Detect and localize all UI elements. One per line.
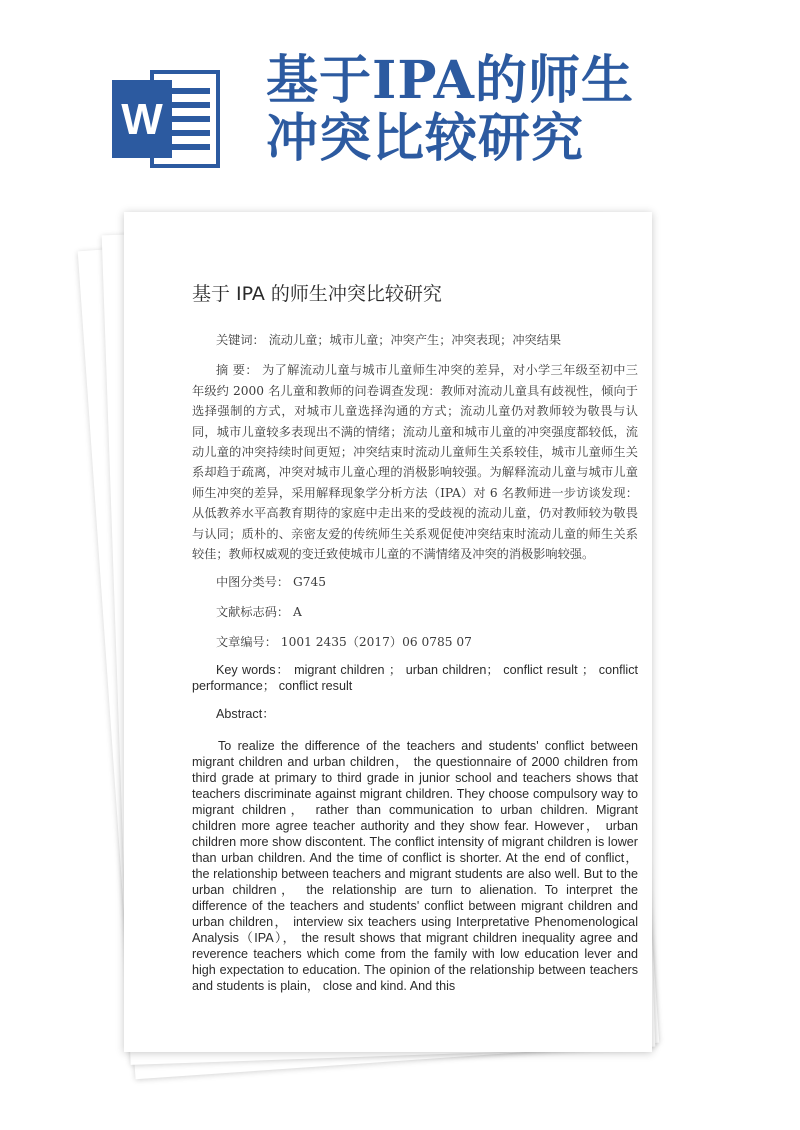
document-code: 文献标志码： A: [216, 605, 302, 620]
abstract-en: To realize the difference of the teachers and students' conflict between migrant children and urban children， the questionnaire of 2000 children from third grade at primary to third grade in junior school and teachers shows that teachers discriminate against migrant children. They choose compulsory way to migrant children， rather than communication to urban children. Migrant children more agree teacher authority and they show fear. However， urban children more show discontent. The conflict intensity of migrant children is lower than urban children. And the time of conflict is shorter. At the end of conflict， the relationship between teachers and migrant students are also well. But to the urban children， the relationship are turn to alienation. To interpret the difference of the teachers and students' conflict between migrant children and urban children， interview six teachers using Interpretative Phenomenological Analysis（IPA）， the result shows that migrant children inequality agree and reverence teachers which come from the family with low education lever and high expectation to education. The opinion of the relationship between teachers and students is plain， close and kind. And this: [192, 739, 638, 994]
text-line: [166, 88, 210, 94]
article-number: 文章编号： 1001 2435（2017）06 0785 07: [216, 635, 472, 650]
document-content: [192, 280, 638, 994]
text-line: [166, 116, 210, 122]
document-title: 基于 IPA 的师生冲突比较研究: [192, 283, 442, 305]
text-line: [166, 130, 210, 136]
banner-title: 基于IPA的师生冲突比较研究: [266, 50, 634, 169]
keywords-en: Key words： migrant children ； urban children； conflict result ； conflict performance； conflict result: [192, 663, 638, 694]
word-document-icon: [112, 66, 224, 172]
abstract-zh: 摘 要： 为了解流动儿童与城市儿童师生冲突的差异，对小学三年级至初中三年级约 2000 名儿童和教师的问卷调查发现：教师对流动儿童具有歧视性，倾向于选择强制的方式，对城市儿童选择沟通的方式；流动儿童仍对教师较为敬畏与认同，城市儿童较多表现出不满的情绪；流动儿童和城市儿童的冲突强度都较低，流动儿童的冲突持续时间更短；冲突结束时流动儿童师生关系较佳，城市儿童师生关系却趋于疏离，冲突对城市儿童心理的消极影响较强。为解释流动儿童与城市儿童师生冲突的差异，采用解释现象学分析方法（IPA）对 6 名教师进一步访谈发现：从低教养水平高教育期待的家庭中走出来的受歧视的流动儿童，仍对教师较为敬畏与认同；质朴的、亲密友爱的传统师生关系观促使冲突结束时流动儿童的师生关系较佳；教师权威观的变迁致使城市儿童的不满情绪及冲突的消极影响较强。: [192, 363, 638, 562]
abstract-label-en: Abstract：: [216, 707, 275, 722]
word-letter: W: [121, 95, 163, 144]
clc-number: 中图分类号： G745: [216, 575, 326, 590]
keywords-zh: 关键词： 流动儿童；城市儿童；冲突产生；冲突表现；冲突结果: [216, 333, 562, 347]
text-line: [166, 144, 210, 150]
text-line: [166, 102, 210, 108]
